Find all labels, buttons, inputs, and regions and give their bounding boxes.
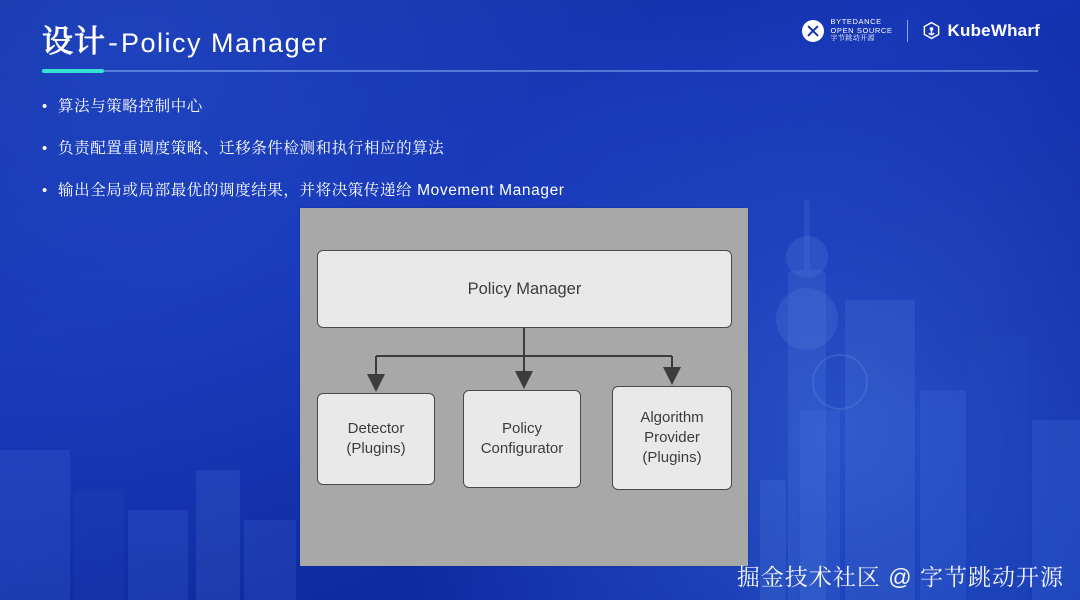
diagram-node-label-line1: Detector — [347, 420, 405, 437]
diagram-node-label-line2: (Plugins) — [346, 440, 406, 457]
bullet-marker: • — [42, 98, 48, 115]
diagram-node-policy-configurator — [463, 390, 581, 488]
list-item — [42, 180, 742, 202]
bytedance-line3: 字节跳动开源 — [830, 35, 875, 43]
brand-separator — [907, 20, 908, 42]
diagram-node-label-line1: Policy — [501, 420, 542, 437]
bytedance-line2: OPEN SOURCE — [830, 25, 893, 35]
kubewharf-logo — [922, 21, 1040, 41]
diagram-node-label-line1: Algorithm — [640, 409, 704, 426]
brand-bar — [802, 18, 1041, 43]
diagram-node-label: Policy Manager — [467, 280, 582, 298]
page-title-cn: 设计 — [42, 24, 106, 59]
architecture-diagram — [300, 208, 748, 566]
bytedance-line1: BYTEDANCE — [830, 17, 882, 26]
list-item — [42, 96, 742, 118]
diagram-node-policy-manager — [317, 250, 732, 328]
kubewharf-label: KubeWharf — [947, 20, 1040, 40]
page-title-en: Policy Manager — [121, 28, 329, 58]
watermark: 掘金技术社区 @ 字节跳动开源 — [736, 564, 1064, 590]
header-divider — [42, 70, 1038, 72]
page-title-dash: - — [108, 26, 119, 59]
bytedance-x-icon — [802, 20, 824, 42]
page-title — [42, 16, 328, 61]
bullet-text: 输出全局或局部最优的调度结果，并将决策传递给 Movement Manager — [58, 182, 565, 199]
bullet-list — [42, 96, 742, 222]
bullet-text: 负责配置重调度策略、迁移条件检测和执行相应的算法 — [58, 140, 445, 157]
list-item — [42, 138, 742, 160]
bytedance-logo — [802, 18, 893, 43]
bullet-marker: • — [42, 140, 48, 157]
diagram-node-detector — [317, 393, 435, 485]
diagram-node-label-line3: (Plugins) — [642, 449, 702, 466]
kubewharf-anchor-icon — [922, 21, 941, 40]
diagram-node-label-line2: Configurator — [480, 440, 564, 457]
diagram-node-algorithm-provider — [612, 386, 732, 490]
header-accent-bar — [42, 69, 104, 73]
diagram-node-label-line2: Provider — [644, 429, 700, 446]
bullet-text: 算法与策略控制中心 — [58, 98, 203, 115]
bullet-marker: • — [42, 182, 48, 199]
